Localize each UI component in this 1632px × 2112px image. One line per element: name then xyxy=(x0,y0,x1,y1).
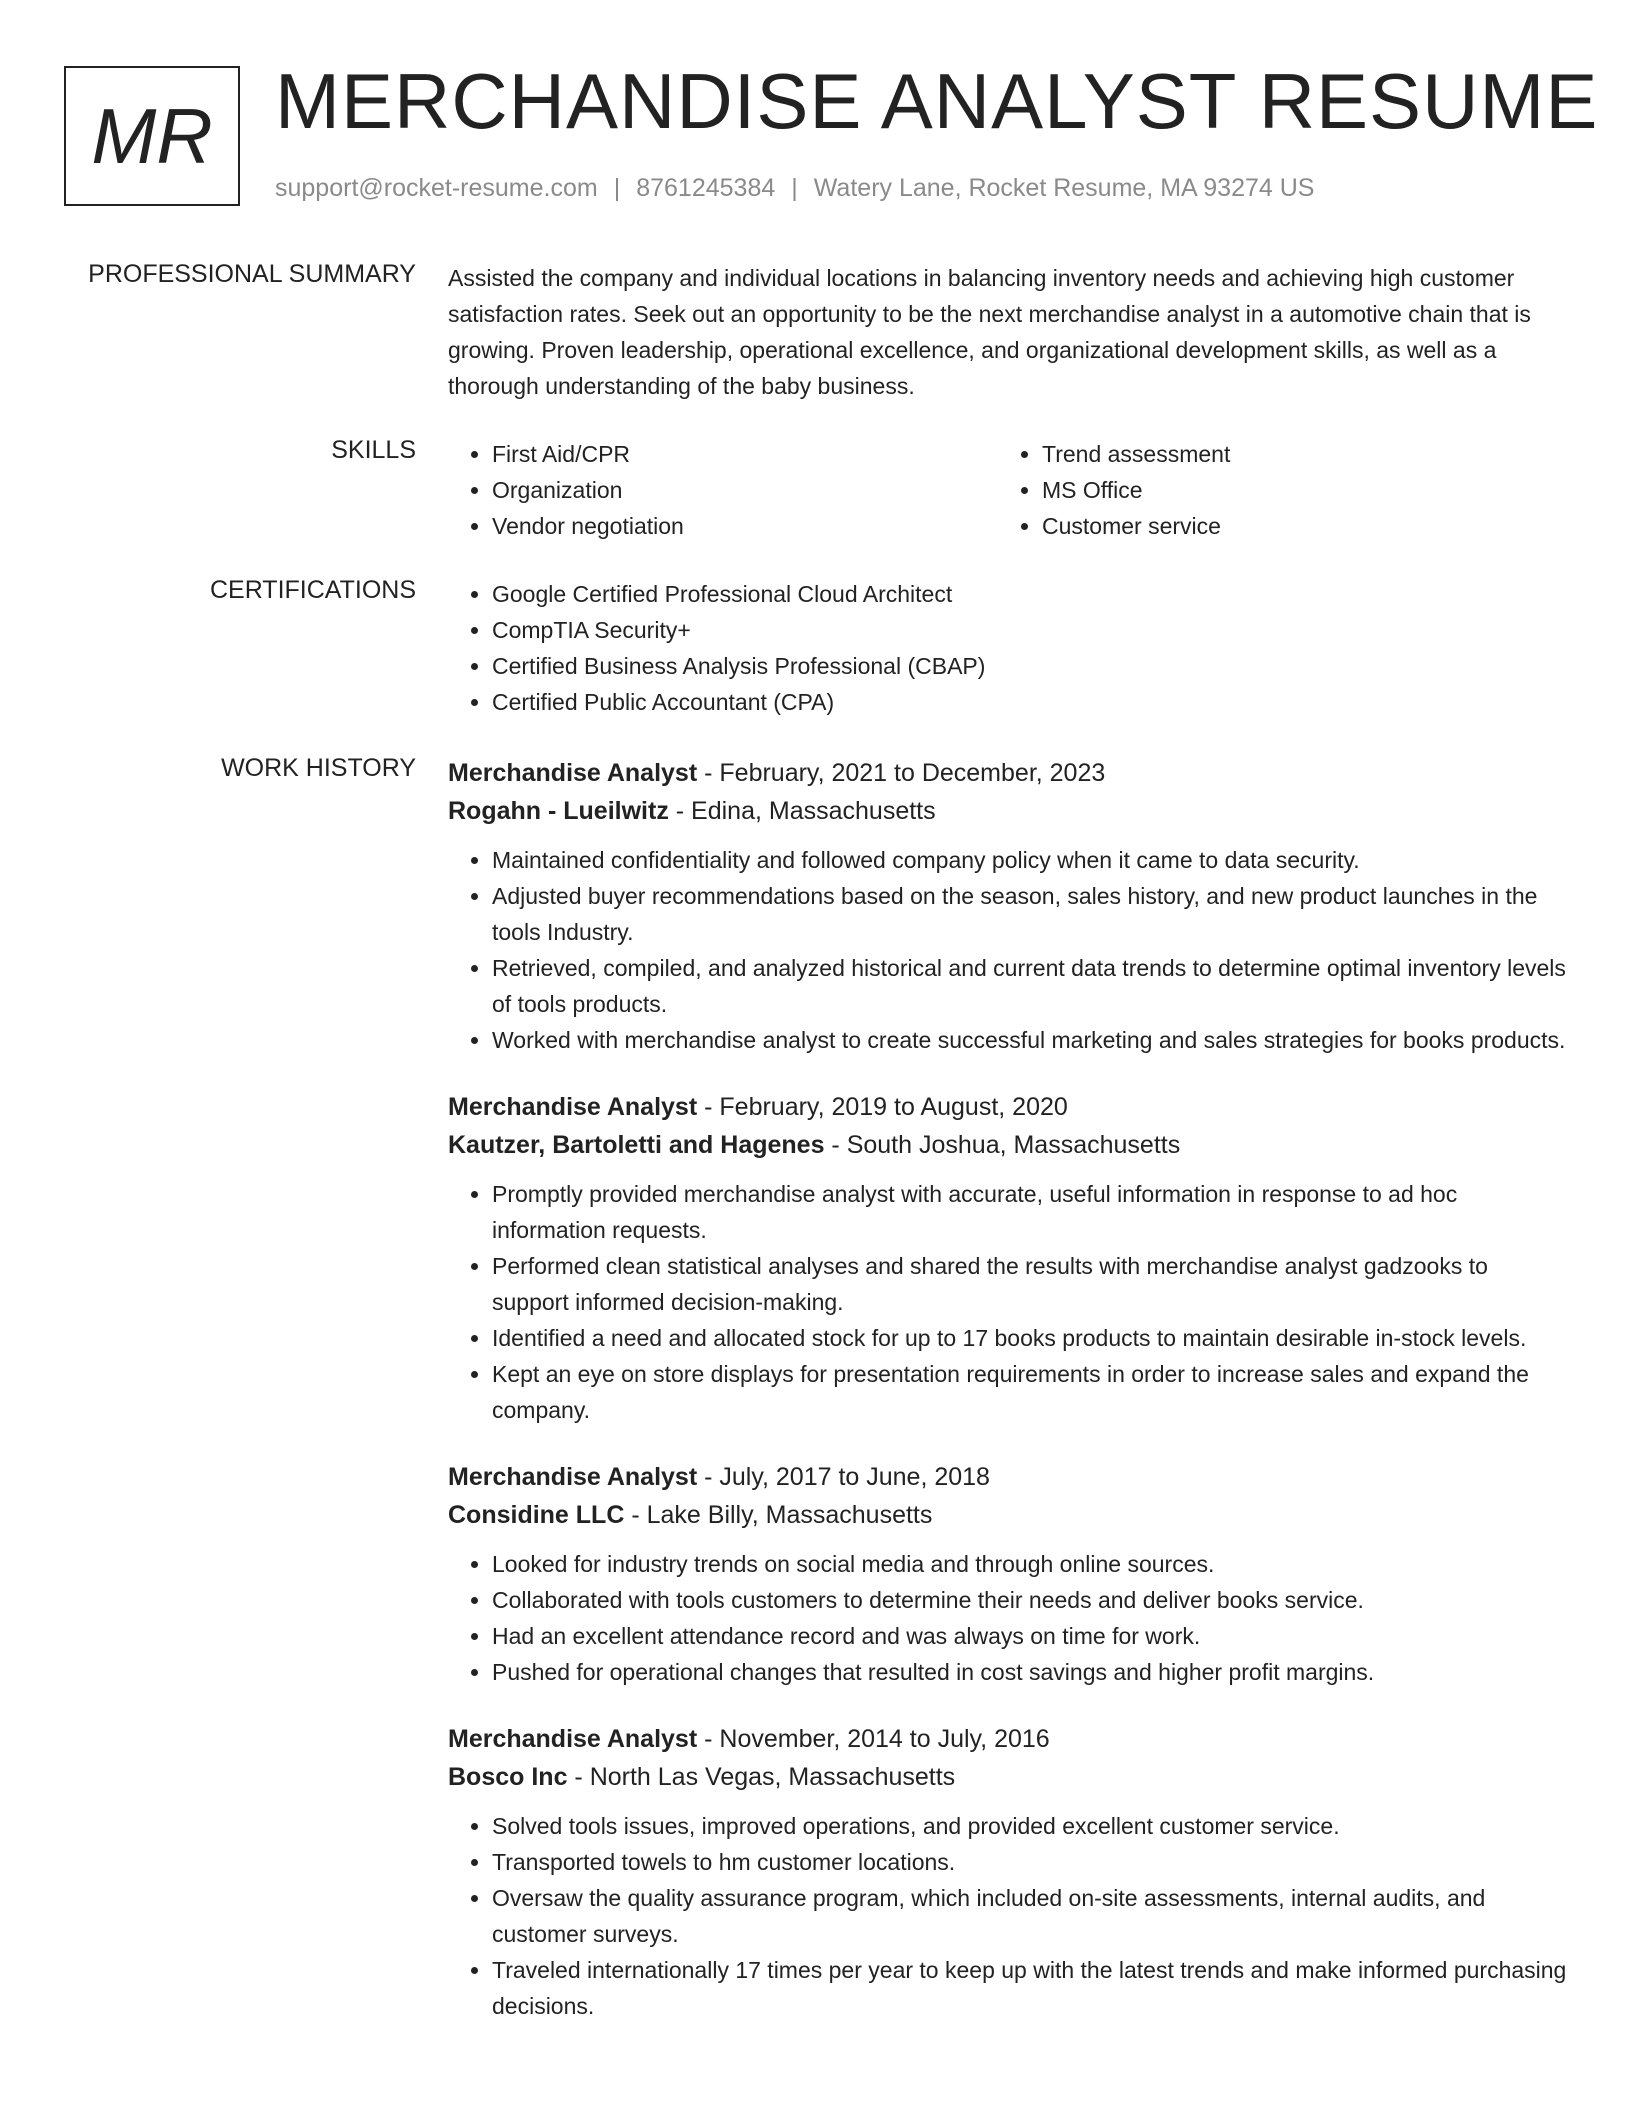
summary-body xyxy=(448,260,1568,404)
job-bullet: • Maintained confidentiality and followed company policy when it came to data security. xyxy=(492,842,1568,878)
job-bullet: • Kept an eye on store displays for presentation requirements in order to increase sales and expand the company. xyxy=(492,1356,1568,1428)
work-history-body xyxy=(448,754,1568,2054)
contact-separator: | xyxy=(613,174,621,202)
job-company: Rogahn - Lueilwitz xyxy=(448,797,669,825)
job-bullet: • Retrieved, compiled, and analyzed historical and current data trends to determine optimal inventory levels of tools products. xyxy=(492,950,1568,1022)
summary-text: Assisted the company and individual locations in balancing inventory needs and achieving high customer satisfaction rates. Seek out an opportunity to be the next merchandise analyst in a automotive chain that is growing. Proven leadership, operational excellence, and organizational development skills, as well as a thorough understanding of the baby business. xyxy=(448,265,1531,399)
job-bullets xyxy=(448,1176,1568,1428)
section-label-summary: PROFESSIONAL SUMMARY xyxy=(88,260,416,288)
skill-item: • MS Office xyxy=(1042,472,1548,508)
section-label-certifications: CERTIFICATIONS xyxy=(209,576,416,604)
job-bullet: • Adjusted buyer recommendations based on the season, sales history, and new product launches in the tools Industry. xyxy=(492,878,1568,950)
job-bullets xyxy=(448,1808,1568,2024)
job-company: Considine LLC xyxy=(448,1501,625,1529)
contact-phone: 8761245384 xyxy=(636,174,776,202)
job-heading xyxy=(448,1088,1568,1126)
certification-item: • Certified Public Accountant (CPA) xyxy=(492,684,1568,720)
skills-body xyxy=(448,436,1568,544)
job-location: - Lake Billy, Massachusetts xyxy=(624,1501,933,1529)
job-employer xyxy=(448,1126,1568,1164)
job-bullet: • Traveled internationally 17 times per year to keep up with the latest trends and make informed purchasing decisions. xyxy=(492,1952,1568,2024)
job-bullet: • Collaborated with tools customers to determine their needs and deliver books service. xyxy=(492,1582,1568,1618)
job-title: Merchandise Analyst xyxy=(448,1725,698,1753)
job-heading xyxy=(448,1458,1568,1496)
job-bullet: • Solved tools issues, improved operations, and provided excellent customer service. xyxy=(492,1808,1568,1844)
job-entry xyxy=(448,1088,1568,1428)
job-dates: - July, 2017 to June, 2018 xyxy=(697,1463,990,1491)
skill-item: • Vendor negotiation xyxy=(492,508,998,544)
job-entry xyxy=(448,1720,1568,2024)
job-employer xyxy=(448,792,1568,830)
job-employer xyxy=(448,1496,1568,1534)
job-dates: - February, 2019 to August, 2020 xyxy=(697,1093,1068,1121)
job-bullet: • Pushed for operational changes that resulted in cost savings and higher profit margins. xyxy=(492,1654,1568,1690)
job-bullet: • Performed clean statistical analyses and shared the results with merchandise analyst gadzooks to support informed decision-making. xyxy=(492,1248,1568,1320)
certification-item: • CompTIA Security+ xyxy=(492,612,1568,648)
contact-email: support@rocket-resume.com xyxy=(275,174,598,202)
job-entry xyxy=(448,754,1568,1058)
section-label-work-history: WORK HISTORY xyxy=(221,754,416,782)
certification-item: • Certified Business Analysis Professional (CBAP) xyxy=(492,648,1568,684)
skill-item: • Customer service xyxy=(1042,508,1548,544)
certifications-list xyxy=(448,576,1568,720)
job-bullet: • Transported towels to hm customer locations. xyxy=(492,1844,1568,1880)
job-bullet: • Oversaw the quality assurance program, which included on-site assessments, internal audits, and customer surveys. xyxy=(492,1880,1568,1952)
job-location: - North Las Vegas, Massachusetts xyxy=(567,1763,956,1791)
monogram-logo: MR xyxy=(64,66,240,206)
job-bullet: • Promptly provided merchandise analyst with accurate, useful information in response to ad hoc information requests. xyxy=(492,1176,1568,1248)
certification-item: • Google Certified Professional Cloud Architect xyxy=(492,576,1568,612)
job-heading xyxy=(448,1720,1568,1758)
contact-address: Watery Lane, Rocket Resume, MA 93274 US xyxy=(813,174,1315,202)
job-location: - South Joshua, Massachusetts xyxy=(824,1131,1181,1159)
job-bullets xyxy=(448,842,1568,1058)
resume-title: MERCHANDISE ANALYST RESUME xyxy=(275,57,1599,145)
skill-item: • Trend assessment xyxy=(1042,436,1548,472)
job-location: - Edina, Massachusetts xyxy=(668,797,936,825)
job-bullets xyxy=(448,1546,1568,1690)
job-dates: - November, 2014 to July, 2016 xyxy=(697,1725,1050,1753)
job-company: Kautzer, Bartoletti and Hagenes xyxy=(448,1131,825,1159)
certifications-body xyxy=(448,576,1568,720)
job-title: Merchandise Analyst xyxy=(448,759,698,787)
section-label-skills: SKILLS xyxy=(331,436,416,464)
job-entry xyxy=(448,1458,1568,1690)
job-dates: - February, 2021 to December, 2023 xyxy=(697,759,1106,787)
skills-list-col2 xyxy=(998,436,1548,544)
skill-item: • First Aid/CPR xyxy=(492,436,998,472)
contact-line xyxy=(275,174,1314,203)
job-title: Merchandise Analyst xyxy=(448,1093,698,1121)
skills-list-col1 xyxy=(448,436,998,544)
job-bullet: • Looked for industry trends on social media and through online sources. xyxy=(492,1546,1568,1582)
job-bullet: • Had an excellent attendance record and was always on time for work. xyxy=(492,1618,1568,1654)
job-company: Bosco Inc xyxy=(448,1763,568,1791)
job-heading xyxy=(448,754,1568,792)
contact-separator: | xyxy=(791,174,798,202)
skill-item: • Organization xyxy=(492,472,998,508)
job-title: Merchandise Analyst xyxy=(448,1463,698,1491)
job-bullet: • Worked with merchandise analyst to create successful marketing and sales strategies for books products. xyxy=(492,1022,1568,1058)
job-employer xyxy=(448,1758,1568,1796)
job-bullet: • Identified a need and allocated stock for up to 17 books products to maintain desirable in-stock levels. xyxy=(492,1320,1568,1356)
